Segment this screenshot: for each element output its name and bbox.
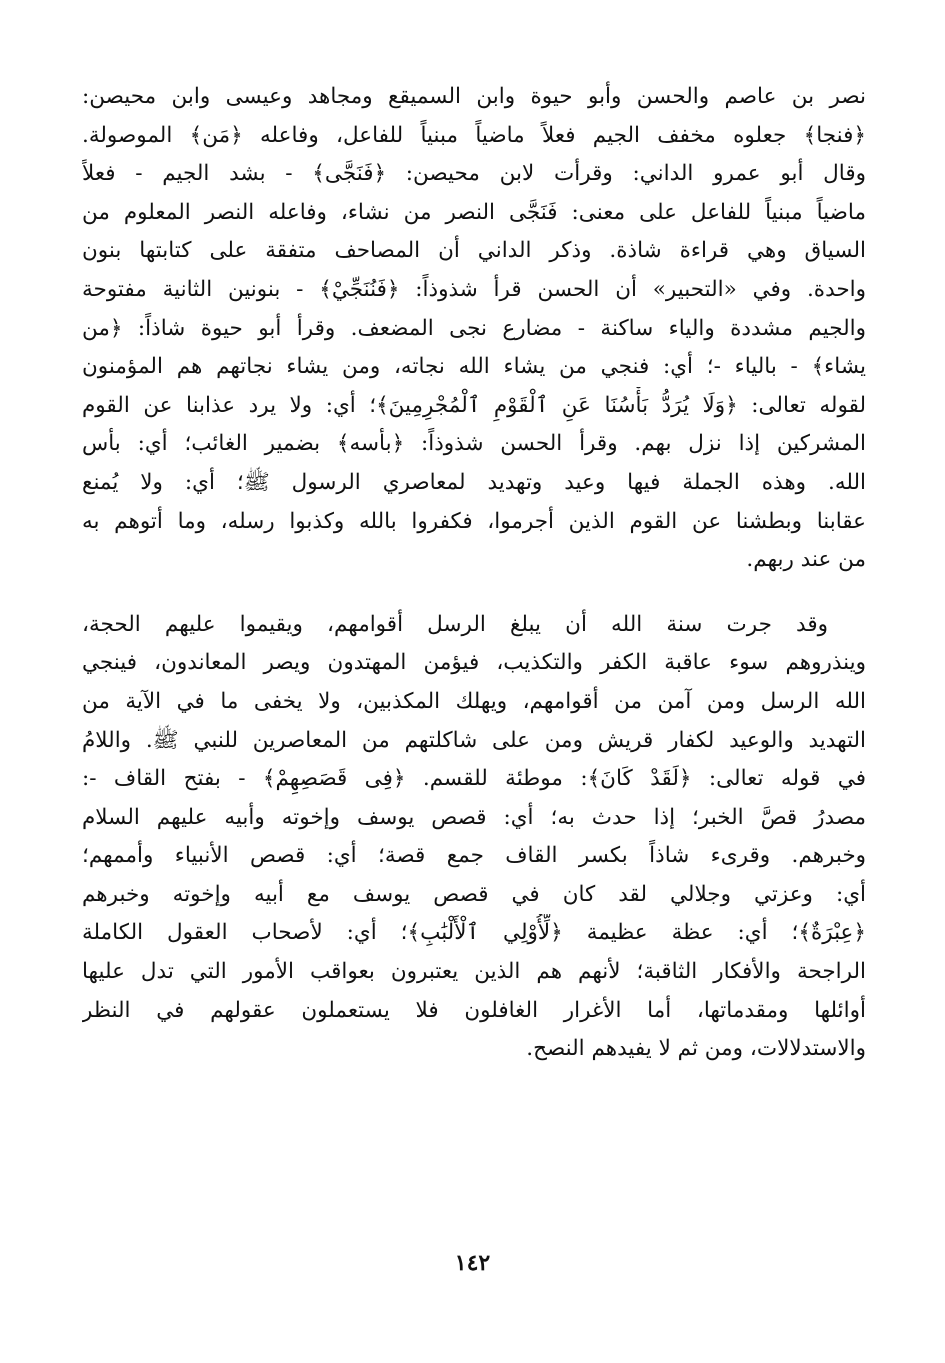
text-line: ﴿فنجا﴾ جعلوه مخفف الجيم فعلاً ماضياً مبنياً للفاعل، وفاعله ﴿مَن﴾ الموصولة.: [82, 122, 866, 148]
text-line: ماضياً مبنياً للفاعل على معنى: فَنَجَّى النصر من نشاء، وفاعله النصر المعلوم من: [82, 199, 866, 225]
text-line: الله. وهذه الجملة فيها وعيد وتهديد لمعاصري الرسول ﷺ؛ أي: ولا يُمنع: [82, 469, 866, 495]
text-line: وينذروهم سوء عاقبة الكفر والتكذيب، فيؤمن المهتدون ويصر المعاندون، فينجي: [82, 650, 866, 676]
paragraph-2: [82, 606, 866, 1069]
text-line: وقال أبو عمرو الداني: وقرأت لابن محيصن: ﴿فَنَجَّى﴾ - بشد الجيم - فعلاً: [82, 161, 866, 187]
text-line: المشركين إذا نزل بهم. وقرأ الحسن شذوذاً: ﴿بأسه﴾ بضمير الغائب؛ أي: بأس: [82, 431, 866, 457]
text-line: يشاء﴾ - بالياء -؛ أي: فنجي من يشاء الله نجاته، ومن يشاء نجاتهم هم المؤمنون: [82, 354, 866, 380]
text-line: الله الرسل ومن آمن من أقوامهم، ويهلك المكذبين، ولا يخفى ما في الآية من: [82, 688, 866, 714]
text-line: مصدرُ قصَّ الخبر؛ إذا حدث به؛ أي: قصص يوسف وإخوته وأبيه عليهم السلام: [82, 804, 866, 830]
text-line: من عند ربهم.: [746, 547, 866, 573]
text-line: التهديد والوعيد لكفار قريش ومن على شاكلتهم من المعاصرين للنبي ﷺ. واللامُ: [82, 727, 866, 753]
text-line: السياق وهي قراءة شاذة. وذكر الداني أن المصاحف متفقة على كتابتها بنون: [82, 238, 866, 264]
text-line: وقد جرت سنة الله أن يبلغ الرسل أقوامهم، ويقيموا عليهم الحجة،: [82, 611, 828, 637]
text-line: ﴿عِبْرَةٌ﴾؛ أي: عظة عظيمة ﴿لِّأُوْلِي ٱلْأَلْبَٰبِ﴾؛ أي: لأصحاب العقول الكاملة: [82, 920, 866, 946]
text-line: واحدة. وفي «التحبير» أن الحسن قرأ شذوذاً: ﴿فَنُنَجِّيْ﴾ - بنونين الثانية مفتوحة: [82, 276, 866, 302]
text-line: عقابنا وبطشنا عن القوم الذين أجرموا، فكفروا بالله وكذبوا رسله، وما أتوهم به: [82, 508, 866, 534]
text-line: والجيم مشددة والياء ساكنة - مضارع نجى المضعف. وقرأ أبو حيوة شاذاً: ﴿من: [82, 315, 866, 341]
page-number: ١٤٢: [454, 1250, 491, 1276]
text-line: نصر بن عاصم والحسن وأبو حيوة وابن السميقع ومجاهد وعيسى وابن محيصن:: [82, 84, 866, 109]
text-line: في قوله تعالى: ﴿لَقَدْ كَانَ﴾: موطئة للقسم. ﴿فِى قَصَصِهِمْ﴾ - بفتح القاف -:: [82, 766, 866, 792]
text-line: الراجحة والأفكار الثاقبة؛ لأنهم هم الذين يعتبرون بعواقب الأمور التي تدل عليها: [82, 959, 866, 985]
text-line: والاستدلالات، ومن ثم لا يفيدهم النصح.: [526, 1036, 866, 1062]
text-line: أي: وعزتي وجلالي لقد كان في قصص يوسف مع أبيه وإخوته وخبرهم: [82, 881, 866, 907]
paragraph-1: [82, 78, 866, 580]
page-body: [82, 78, 866, 1069]
paragraph-spacer: [82, 580, 866, 606]
text-line: وخبرهم. وقرىء شاذاً بكسر القاف جمع قصة؛ أي: قصص الأنبياء وأممهم؛: [82, 843, 866, 869]
text-line: أوائلها ومقدماتها، أما الأغرار الغافلون فلا يستعملون عقولهم في النظر: [82, 997, 866, 1023]
text-line: لقوله تعالى: ﴿وَلَا يُرَدُّ بَأْسُنَا عَنِ ٱلْقَوْمِ ٱلْمُجْرِمِينَ﴾؛ أي: ولا يرد عذابنا عن القوم: [82, 392, 866, 418]
